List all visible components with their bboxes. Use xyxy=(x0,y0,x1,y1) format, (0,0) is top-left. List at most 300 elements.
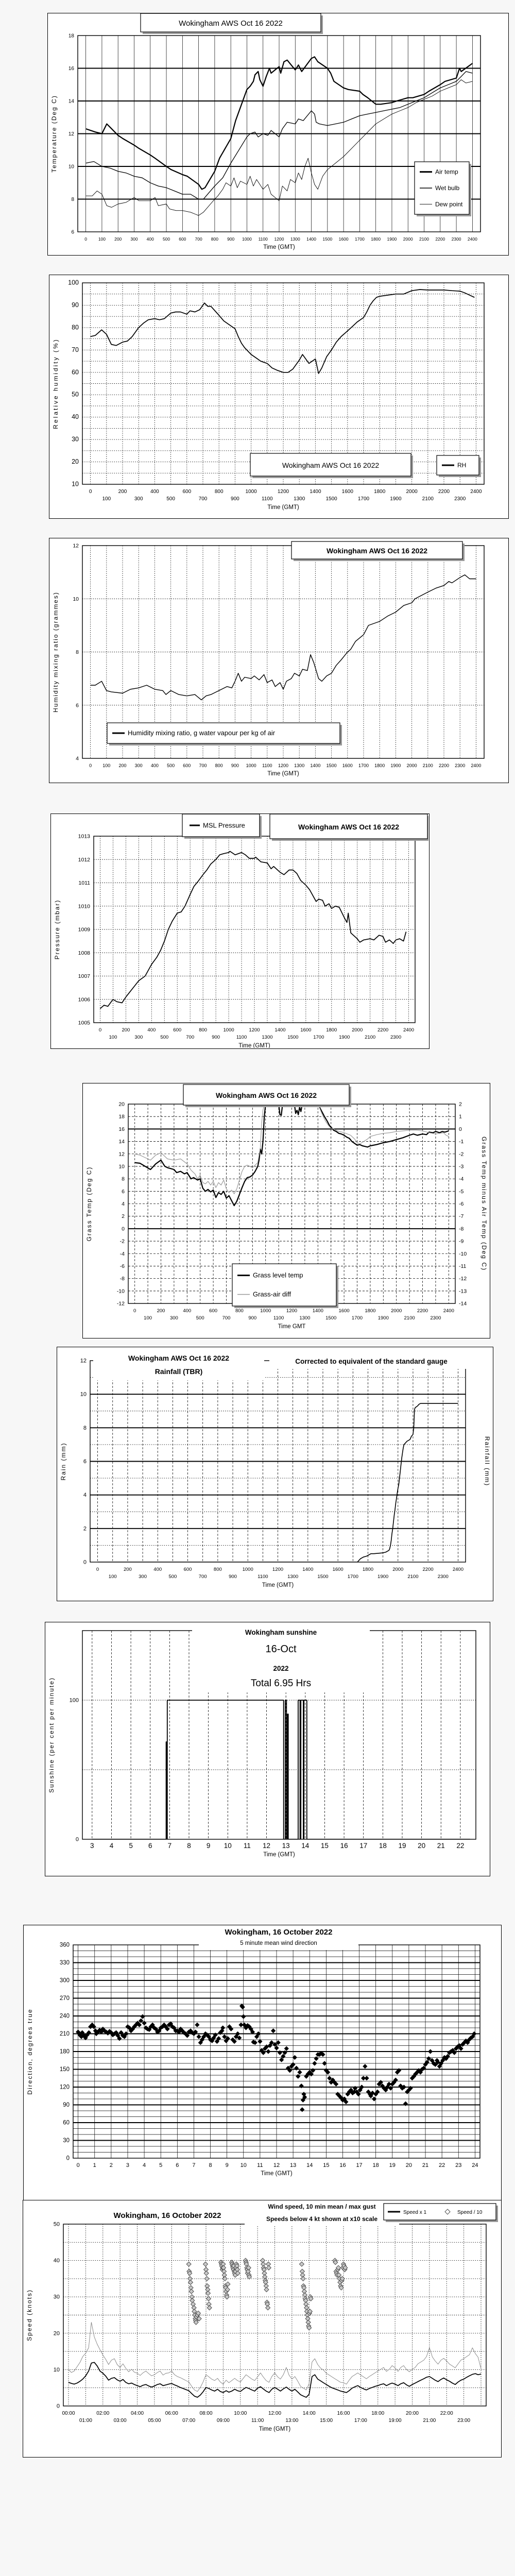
legend-label: Grass-air diff xyxy=(253,1290,291,1298)
x-tick: 6 xyxy=(148,1842,152,1850)
x-tick: 1800 xyxy=(374,763,385,768)
chart-title-box xyxy=(291,541,465,561)
y-tick-labels xyxy=(68,279,79,488)
y-tick: 10 xyxy=(118,1163,125,1170)
gridlines xyxy=(90,1361,466,1562)
x-tick: 200 xyxy=(122,1027,130,1033)
diamond-marker xyxy=(284,2046,288,2050)
y-tick: 20 xyxy=(72,458,79,466)
y-tick: 2 xyxy=(122,1213,125,1220)
wind-direction-canvas xyxy=(24,1925,501,2200)
y-tick: 90 xyxy=(72,301,79,309)
x-tick: 24 xyxy=(472,2162,478,2168)
x-tick: 200 xyxy=(157,1308,165,1314)
y-tick: -2 xyxy=(119,1238,125,1245)
y-tick: 100 xyxy=(68,279,79,286)
y-tick: 10 xyxy=(53,2366,60,2373)
rainfall-tbr-canvas xyxy=(57,1347,492,1600)
chart-title-box xyxy=(141,13,323,34)
x-axis-title: Time (GMT) xyxy=(267,771,299,777)
x-tick: 20 xyxy=(405,2162,413,2168)
diamond-marker xyxy=(142,2021,146,2025)
x-tick: 1400 xyxy=(274,1027,286,1033)
x-tick-labels xyxy=(89,763,481,768)
legend xyxy=(232,1264,338,1308)
x-tick: 2200 xyxy=(377,1027,389,1033)
series-group xyxy=(76,2004,476,2111)
x-tick-labels xyxy=(133,1308,454,1321)
x-tick: 500 xyxy=(168,1574,177,1580)
diamond-marker xyxy=(264,2287,269,2292)
chart-title-text: Total 6.95 Hrs xyxy=(250,1678,312,1689)
y-axis-title: Sunshine (per cent per minute) xyxy=(48,1677,55,1793)
x-tick: 0 xyxy=(84,236,88,242)
x-tick: 13:00 xyxy=(285,2418,299,2424)
x-axis-title: Time (GMT) xyxy=(259,2426,291,2432)
x-tick: 1100 xyxy=(273,1315,284,1321)
x-tick: 1000 xyxy=(223,1027,234,1033)
x-tick: 400 xyxy=(183,1308,192,1314)
y-tick-labels xyxy=(73,543,79,762)
x-tick: 1200 xyxy=(272,1567,284,1572)
x-tick: 800 xyxy=(211,236,218,242)
x-tick: 2300 xyxy=(390,1035,402,1040)
x-tick: 21 xyxy=(422,2162,429,2168)
chart-title-text: Wokingham AWS Oct 16 2022 xyxy=(298,823,400,831)
chart-title-box xyxy=(85,2206,250,2223)
diamond-marker xyxy=(271,2029,276,2033)
diamond-marker xyxy=(372,2097,376,2101)
x-tick: 1100 xyxy=(258,236,268,242)
chart-title-text: Wokingham AWS Oct 16 2022 xyxy=(128,1354,230,1362)
y-tick: 180 xyxy=(59,2048,70,2055)
y2-tick: -1 xyxy=(459,1139,464,1145)
x-tick: 1600 xyxy=(338,1308,350,1314)
chart-title-text: Wokingham AWS Oct 16 2022 xyxy=(215,1091,317,1099)
x-tick: 1700 xyxy=(351,1315,363,1321)
y2-tick: 0 xyxy=(459,1126,462,1132)
x-tick: 600 xyxy=(209,1308,218,1314)
x-tick: 15:00 xyxy=(320,2418,333,2424)
diamond-marker xyxy=(197,2035,201,2039)
y2-tick: -13 xyxy=(459,1288,467,1295)
legend-label: Grass level temp xyxy=(253,1271,303,1279)
x-tick: 700 xyxy=(198,496,208,502)
x-tick: 1300 xyxy=(287,1574,299,1580)
series-speed-x-1 xyxy=(68,2362,481,2397)
x-tick: 1500 xyxy=(326,763,337,768)
y-tick: 150 xyxy=(59,2066,70,2073)
x-tick: 100 xyxy=(109,1035,117,1040)
x-tick: 5 xyxy=(129,1842,133,1850)
y-axis-title: Direction, degrees true xyxy=(26,2008,33,2095)
x-tick: 11 xyxy=(257,2162,263,2168)
x-tick: 2400 xyxy=(452,1567,464,1572)
chart-msl-pressure xyxy=(50,814,430,1049)
y-tick: 0 xyxy=(75,1836,79,1843)
y-tick: 6 xyxy=(83,1459,87,1465)
x-tick: 14:00 xyxy=(302,2411,316,2416)
x-tick: 0 xyxy=(89,763,92,768)
x-tick: 2200 xyxy=(417,1308,428,1314)
y-tick: 100 xyxy=(69,1697,79,1704)
x-tick-labels xyxy=(84,236,477,242)
y-tick: 16 xyxy=(118,1126,125,1132)
y2-axis-title: Rainfall (mm) xyxy=(484,1436,491,1487)
x-tick: 23 xyxy=(455,2162,462,2168)
x-tick: 800 xyxy=(213,1567,222,1572)
series-group xyxy=(100,851,406,1008)
x-tick: 600 xyxy=(179,236,186,242)
y-tick: -10 xyxy=(116,1288,125,1295)
diamond-marker xyxy=(314,2057,318,2061)
x-tick: 400 xyxy=(146,236,154,242)
diamond-marker xyxy=(322,2061,327,2065)
x-tick: 900 xyxy=(231,496,239,502)
y-tick: 20 xyxy=(53,2330,60,2337)
x-tick: 800 xyxy=(215,763,223,768)
x-tick: 1700 xyxy=(357,496,370,502)
x-tick: 9 xyxy=(225,2162,229,2168)
chart-title-text: Speeds below 4 kt shown at x10 scale xyxy=(266,2215,378,2223)
y-tick: 50 xyxy=(53,2221,60,2228)
chart-title-text: 2022 xyxy=(273,1665,289,1672)
y-tick: 20 xyxy=(118,1101,125,1108)
x-tick: 1800 xyxy=(326,1027,337,1033)
x-tick: 18 xyxy=(372,2162,379,2168)
series-msl-pressure xyxy=(100,851,406,1008)
sunshine-canvas xyxy=(45,1622,489,1875)
series-wind-direction xyxy=(76,2004,476,2111)
gridlines xyxy=(63,2224,486,2406)
x-tick: 2300 xyxy=(430,1315,441,1321)
x-tick: 2100 xyxy=(419,236,429,242)
y-tick: 50 xyxy=(72,391,79,398)
x-tick: 1900 xyxy=(339,1035,350,1040)
x-tick: 2300 xyxy=(451,236,461,242)
x-tick: 2000 xyxy=(406,763,417,768)
diamond-marker xyxy=(293,2056,297,2060)
chart-humidity-mixing-ratio xyxy=(49,538,509,783)
x-tick: 500 xyxy=(167,763,175,768)
x-tick: 21:00 xyxy=(423,2418,436,2424)
diamond-marker xyxy=(141,2014,145,2019)
x-tick: 16:00 xyxy=(337,2411,350,2416)
x-tick: 2400 xyxy=(403,1027,415,1033)
x-tick: 1200 xyxy=(277,489,289,495)
air-temperature-canvas xyxy=(48,13,508,255)
y-tick: 2 xyxy=(83,1526,87,1532)
y-tick: 270 xyxy=(59,1995,70,2002)
y-tick: 18 xyxy=(68,33,74,39)
x-tick: 6 xyxy=(176,2162,179,2168)
x-tick: 17 xyxy=(359,1842,368,1850)
x-tick: 1700 xyxy=(358,763,369,768)
x-tick: 700 xyxy=(186,1035,195,1040)
x-tick: 01:00 xyxy=(79,2418,92,2424)
y-axis-title: Relative humidity (%) xyxy=(52,338,59,429)
x-tick: 1300 xyxy=(290,236,300,242)
x-tick: 1000 xyxy=(246,763,256,768)
x-tick-labels xyxy=(77,2162,478,2168)
chart-title-box xyxy=(270,814,428,841)
x-tick: 13 xyxy=(289,2162,297,2168)
x-tick: 0 xyxy=(76,2162,80,2168)
y-tick: 1009 xyxy=(78,926,90,933)
y-tick: 70 xyxy=(72,346,79,353)
x-tick: 100 xyxy=(98,236,106,242)
y-tick: 1010 xyxy=(78,903,90,910)
x-tick: 400 xyxy=(153,1567,162,1572)
x-tick: 1600 xyxy=(300,1027,312,1033)
x-tick: 0 xyxy=(89,489,92,495)
y-tick: 6 xyxy=(71,229,74,235)
y-tick: 80 xyxy=(72,324,79,331)
legend-label: RH xyxy=(457,462,467,469)
y-tick: -4 xyxy=(119,1250,125,1257)
x-tick: 19 xyxy=(398,1842,406,1850)
x-tick: 2400 xyxy=(443,1308,454,1314)
y-tick: 10 xyxy=(73,596,79,602)
x-tick: 08:00 xyxy=(199,2411,213,2416)
x-tick: 2300 xyxy=(437,1574,449,1580)
x-tick: 2100 xyxy=(422,763,433,768)
diamond-marker xyxy=(301,2276,305,2281)
diamond-marker xyxy=(258,2039,262,2043)
y-tick: 14 xyxy=(68,98,74,105)
diamond-marker xyxy=(296,2074,300,2078)
chart-title-text: Corrected to equivalent of the standard gauge xyxy=(295,1358,448,1365)
diamond-marker xyxy=(266,2265,271,2270)
x-axis-title: Time GMT xyxy=(278,1324,306,1330)
x-tick: 1500 xyxy=(322,236,333,242)
legend-label: Wet bulb xyxy=(435,184,460,192)
x-tick: 16 xyxy=(339,2162,346,2168)
x-tick: 1400 xyxy=(302,1567,314,1572)
x-tick: 300 xyxy=(134,1035,143,1040)
y-tick: 4 xyxy=(122,1201,125,1207)
x-axis-title: Time (GMT) xyxy=(261,2171,293,2177)
x-tick: 1000 xyxy=(242,236,252,242)
y-tick: 330 xyxy=(59,1960,70,1966)
x-axis-title: Time (GMT) xyxy=(263,1852,295,1858)
series-speed-10 xyxy=(186,2258,348,2330)
x-tick: 1600 xyxy=(338,236,349,242)
x-tick: 1200 xyxy=(278,763,289,768)
diamond-marker xyxy=(204,2271,209,2276)
x-tick: 22 xyxy=(456,1842,465,1850)
x-tick: 300 xyxy=(139,1574,147,1580)
x-tick: 00:00 xyxy=(62,2411,75,2416)
y-tick: 1008 xyxy=(78,950,90,956)
legend-label: Speed x 1 xyxy=(403,2210,427,2215)
y-tick: 30 xyxy=(53,2294,60,2300)
chart-title-box xyxy=(93,1349,264,1380)
x-tick: 12:00 xyxy=(268,2411,282,2416)
diamond-marker xyxy=(300,2108,304,2112)
x-tick: 300 xyxy=(169,1315,178,1321)
x-tick: 800 xyxy=(199,1027,208,1033)
chart-wind-direction xyxy=(23,1925,502,2201)
x-tick: 600 xyxy=(183,763,191,768)
x-tick: 700 xyxy=(198,1574,207,1580)
x-tick: 300 xyxy=(134,763,143,768)
y-tick: 300 xyxy=(59,1977,70,1984)
x-tick: 11:00 xyxy=(251,2418,264,2424)
y-tick-labels xyxy=(68,33,75,235)
y-tick: 1006 xyxy=(78,996,90,1003)
y-tick: 0 xyxy=(66,2155,70,2162)
x-tick: 18 xyxy=(379,1842,387,1850)
x-tick: 1100 xyxy=(258,1574,268,1580)
y-tick: 10 xyxy=(80,1391,87,1398)
y-axis-title: Pressure (mbar) xyxy=(54,899,61,960)
x-tick: 1000 xyxy=(242,1567,253,1572)
y-tick: 360 xyxy=(59,1942,70,1948)
x-tick: 1600 xyxy=(341,489,353,495)
x-tick: 18:00 xyxy=(371,2411,385,2416)
x-tick: 1600 xyxy=(332,1567,344,1572)
y-tick: -6 xyxy=(119,1263,125,1269)
x-tick: 1300 xyxy=(299,1315,311,1321)
x-tick: 200 xyxy=(118,763,127,768)
diamond-marker xyxy=(266,2049,270,2054)
diamond-marker xyxy=(242,2014,246,2019)
y2-tick: -8 xyxy=(459,1226,464,1232)
x-tick: 03:00 xyxy=(113,2418,127,2424)
x-tick: 20:00 xyxy=(405,2411,419,2416)
y-tick: 30 xyxy=(63,2138,70,2144)
diamond-marker xyxy=(299,2262,304,2266)
x-tick-labels xyxy=(89,489,482,502)
legend xyxy=(437,455,481,477)
y-tick-labels xyxy=(54,2222,60,2410)
y-tick: 1007 xyxy=(78,973,90,979)
y-tick: 10 xyxy=(72,480,79,488)
x-tick: 1500 xyxy=(325,1315,337,1321)
x-tick: 2200 xyxy=(438,489,450,495)
x-tick: 900 xyxy=(248,1315,257,1321)
chart-title-text: Wokingham, 16 October 2022 xyxy=(113,2211,221,2220)
x-tick: 1300 xyxy=(294,763,305,768)
diamond-marker xyxy=(186,2262,191,2266)
y-axis-title: Temperature (Deg C) xyxy=(50,95,58,173)
y2-tick: -12 xyxy=(459,1276,467,1282)
x-tick: 04:00 xyxy=(130,2411,144,2416)
x-tick: 100 xyxy=(144,1315,152,1321)
chart-title-box xyxy=(192,1623,370,1692)
x-tick: 02:00 xyxy=(96,2411,110,2416)
legend xyxy=(384,2204,498,2222)
chart-rainfall-tbr xyxy=(57,1347,493,1601)
x-tick: 0 xyxy=(133,1308,136,1314)
x-tick: 07:00 xyxy=(182,2418,196,2424)
x-tick: 1200 xyxy=(274,236,284,242)
diamond-marker xyxy=(206,2291,211,2296)
legend-label: Dew point xyxy=(435,200,463,208)
x-tick: 1800 xyxy=(362,1567,374,1572)
y-tick: 0 xyxy=(122,1226,125,1232)
y-tick: 6 xyxy=(76,702,79,709)
y2-tick: -14 xyxy=(459,1300,467,1307)
x-tick: 800 xyxy=(235,1308,244,1314)
y-tick: -8 xyxy=(119,1276,125,1282)
y2-tick: -2 xyxy=(459,1151,464,1158)
x-tick: 1500 xyxy=(287,1035,299,1040)
chart-title-text: Wind speed, 10 min mean / max gust xyxy=(268,2203,376,2210)
x-tick: 12 xyxy=(263,1842,271,1850)
y-axis-title: Grass Temp (Deg C) xyxy=(85,1166,93,1242)
x-tick: 06:00 xyxy=(165,2411,178,2416)
diamond-marker xyxy=(266,2306,270,2310)
x-tick: 2200 xyxy=(438,763,450,768)
x-tick: 400 xyxy=(147,1027,156,1033)
x-tick: 200 xyxy=(114,236,122,242)
x-tick: 1800 xyxy=(365,1308,376,1314)
x-tick: 1700 xyxy=(354,236,365,242)
y2-tick: -4 xyxy=(459,1176,464,1182)
y-tick: 90 xyxy=(63,2102,70,2108)
chart-title-text: Rainfall (TBR) xyxy=(154,1367,203,1376)
diamond-marker xyxy=(204,2276,209,2281)
y-tick-labels xyxy=(80,1358,87,1566)
y2-tick: 2 xyxy=(459,1101,462,1108)
x-tick: 1200 xyxy=(286,1308,298,1314)
chart-title-text: Wokingham, 16 October 2022 xyxy=(225,1928,333,1937)
x-tick: 20 xyxy=(418,1842,426,1850)
legend xyxy=(107,723,342,745)
x-tick: 1100 xyxy=(262,496,273,502)
x-tick: 1600 xyxy=(342,763,353,768)
diamond-marker xyxy=(203,2262,208,2266)
series-rh xyxy=(91,290,475,374)
x-tick-labels xyxy=(99,1027,414,1040)
y-tick: 6 xyxy=(122,1188,125,1195)
x-tick: 9 xyxy=(206,1842,211,1850)
diamond-marker xyxy=(139,2019,143,2023)
x-tick: 15 xyxy=(320,1842,329,1850)
x-axis-title: Time (GMT) xyxy=(238,1043,270,1048)
x-tick: 1100 xyxy=(262,763,272,768)
x-tick: 8 xyxy=(209,2162,212,2168)
y2-tick: -6 xyxy=(459,1201,464,1207)
x-tick: 11 xyxy=(243,1842,251,1850)
x-tick: 2200 xyxy=(422,1567,434,1572)
x-tick: 12 xyxy=(273,2162,280,2168)
x-tick: 2 xyxy=(109,2162,113,2168)
x-tick: 1000 xyxy=(260,1308,271,1314)
y2-tick: -11 xyxy=(459,1263,467,1269)
y-tick: 60 xyxy=(63,2120,70,2126)
x-tick: 100 xyxy=(108,1574,117,1580)
x-tick: 1700 xyxy=(347,1574,358,1580)
x-tick: 1900 xyxy=(390,496,402,502)
x-tick: 900 xyxy=(212,1035,220,1040)
x-tick: 09:00 xyxy=(216,2418,230,2424)
x-tick: 200 xyxy=(118,489,127,495)
y2-axis-title: Grass Temp minus Air Temp (Deg C) xyxy=(480,1137,488,1271)
y-tick: 240 xyxy=(59,2013,70,2020)
legend xyxy=(415,162,471,216)
diamond-marker xyxy=(189,2289,194,2294)
y-axis-title: Humidity mixing ratio (grammes) xyxy=(52,591,59,713)
x-tick: 700 xyxy=(195,236,202,242)
diamond-marker xyxy=(298,2070,302,2074)
y-tick: 1012 xyxy=(78,856,90,863)
diamond-marker xyxy=(428,2049,433,2054)
x-tick: 1900 xyxy=(387,236,397,242)
x-tick: 2000 xyxy=(392,1567,404,1572)
